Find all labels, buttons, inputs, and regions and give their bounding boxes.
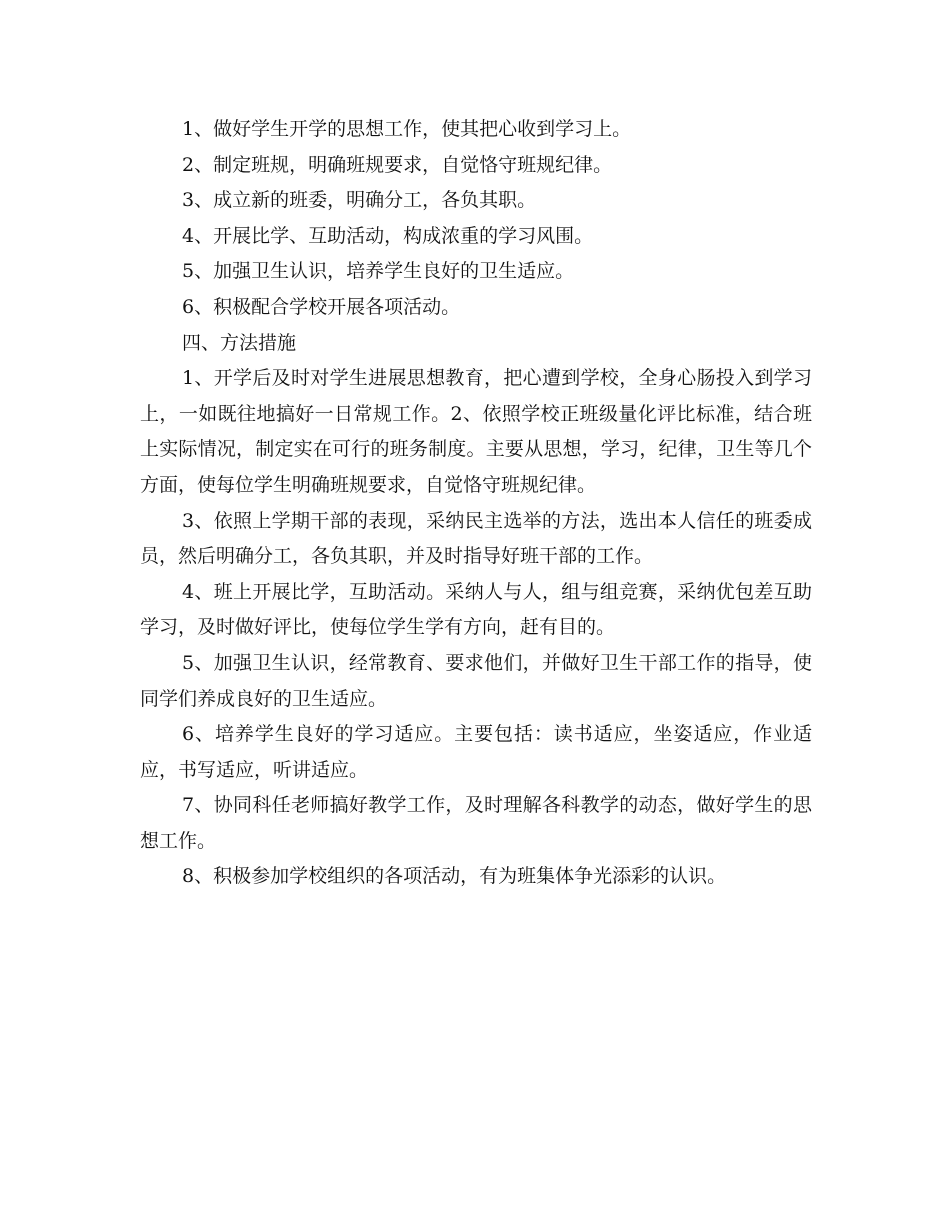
section-heading: 四、方法措施 (182, 331, 297, 354)
paragraph-goal-1: 1、做好学生开学的思想工作，使其把心收到学习上。 (182, 118, 632, 140)
paragraph-measure-3: 3、依照上学期干部的表现，采纳民主选举的方法，选出本人信任的班委成员，然后明确分工，各负其职，并及时指导好班干部的工作。 (140, 509, 812, 568)
paragraph-measure-1-2: 1、开学后及时对学生进展思想教育，把心遭到学校，全身心肠投入到学习上，一如既往地搞好一日常规工作。2、依照学校正班级量化评比标准，结合班上实际情况，制定实在可行的班务制度。主要从思想，学习，纪律，卫生等几个方面，使每位学生明确班规要求，自觉恪守班规纪律。 (140, 367, 812, 496)
paragraph-measure-8: 8、积极参加学校组织的各项活动，有为班集体争光添彩的认识。 (182, 865, 727, 888)
paragraph-goal-3: 3、成立新的班委，明确分工，各负其职。 (182, 189, 537, 212)
paragraph-goal-6: 6、积极配合学校开展各项活动。 (182, 295, 461, 318)
document-body (140, 112, 812, 895)
paragraph-measure-7: 7、协同科任老师搞好教学工作，及时理解各科教学的动态，做好学生的思想工作。 (140, 794, 812, 852)
paragraph-goal-4: 4、开展比学、互助活动，构成浓重的学习风围。 (182, 224, 594, 247)
paragraph-measure-5: 5、加强卫生认识，经常教育、要求他们，并做好卫生干部工作的指导，使同学们养成良好的卫生适应。 (140, 651, 812, 710)
paragraph-measure-6: 6、培养学生良好的学习适应。主要包括：读书适应，坐姿适应，作业适应，书写适应，听讲适应。 (140, 723, 812, 781)
paragraph-measure-4: 4、班上开展比学，互助活动。采纳人与人，组与组竞赛，采纳优包差互助学习，及时做好评比，使每位学生学有方向，赶有目的。 (140, 580, 812, 639)
paragraph-goal-2: 2、制定班规，明确班规要求，自觉恪守班规纪律。 (182, 153, 613, 176)
paragraph-goal-5: 5、加强卫生认识，培养学生良好的卫生适应。 (182, 260, 575, 283)
